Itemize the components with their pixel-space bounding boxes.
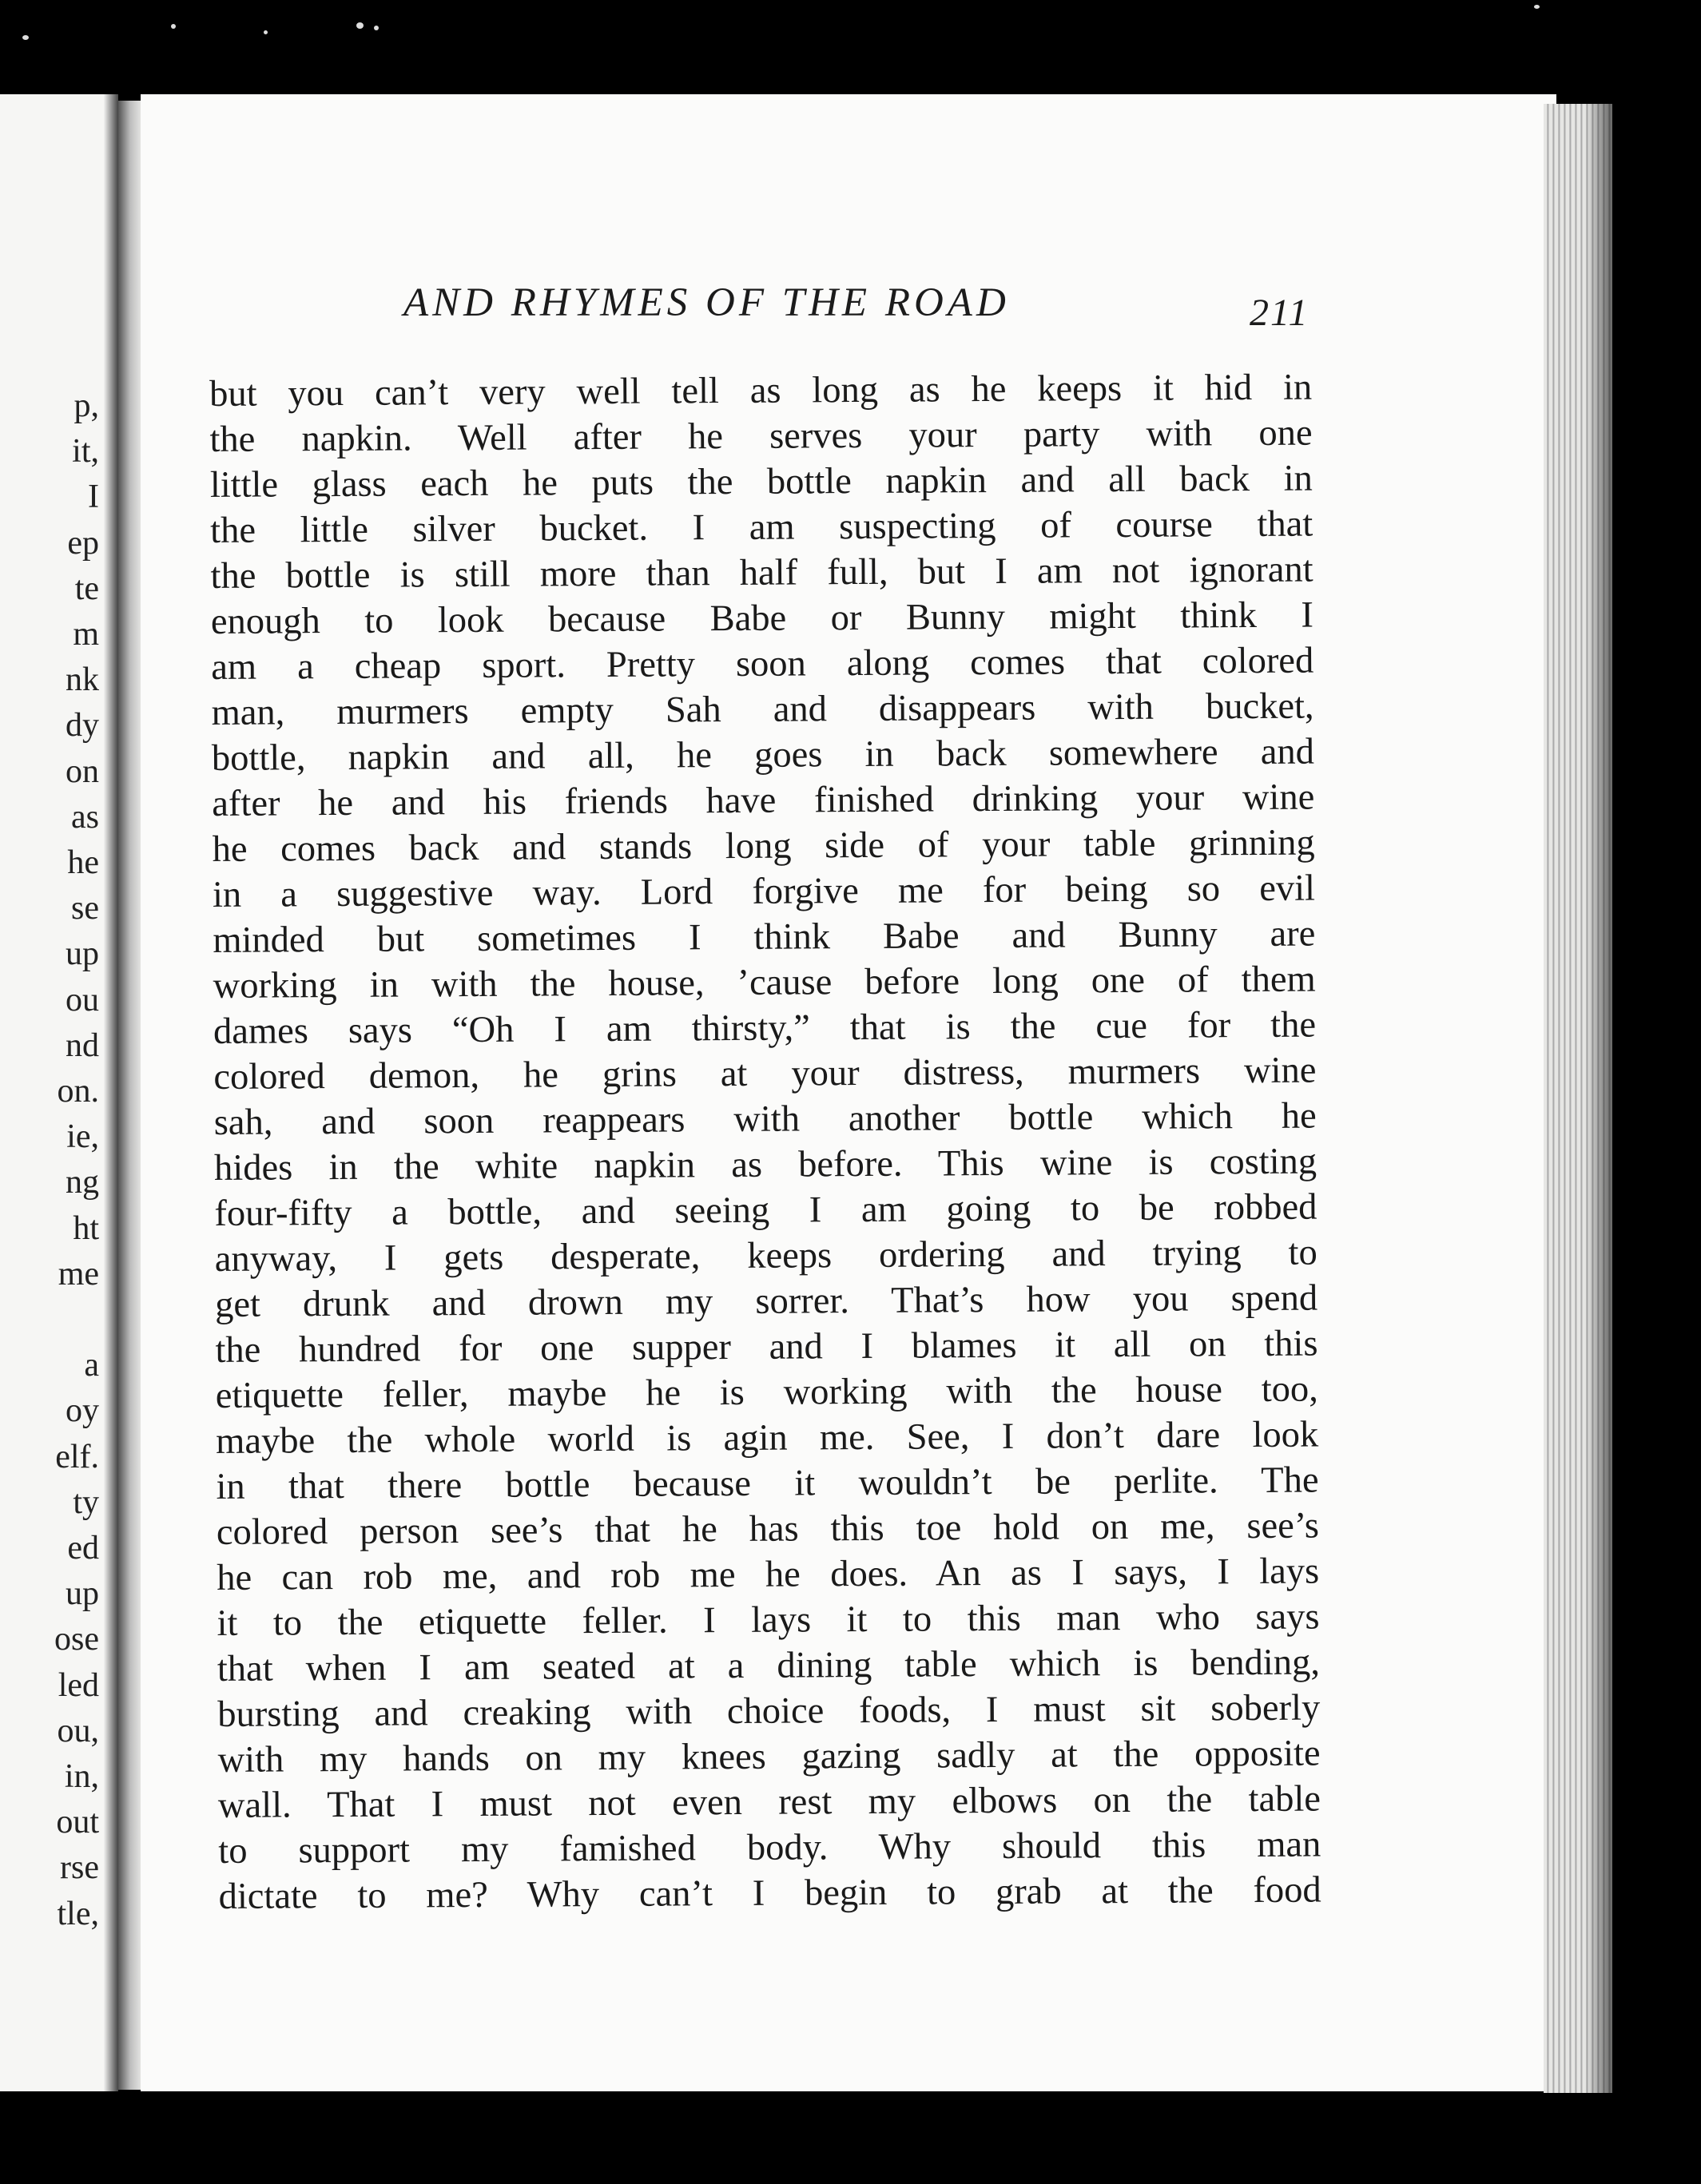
- left-page-fragment: rse: [60, 1849, 99, 1887]
- page-number: 211: [1250, 292, 1310, 334]
- left-page-fragment: m: [73, 616, 99, 653]
- body-line: little glass each he puts the bottle napkin and all back in: [209, 458, 1314, 506]
- left-page-fragment: on: [66, 752, 99, 790]
- body-line: after he and his friends have finished drinking your wine: [212, 776, 1315, 824]
- running-head-title: AND RHYMES OF THE ROAD: [403, 280, 1010, 325]
- body-line: the hundred for one supper and I blames it all on this: [215, 1323, 1318, 1371]
- left-page-fragment: as: [71, 798, 99, 836]
- body-line: the bottle is still more than half full, but I am not ignorant: [210, 549, 1314, 597]
- left-page-fragment: elf.: [55, 1438, 99, 1475]
- body-line: the napkin. Well after he serves your party with one: [209, 412, 1313, 460]
- body-line: the little silver bucket. I am suspecting of course that: [210, 503, 1314, 551]
- left-page-fragment: I: [88, 478, 99, 516]
- page-edges: [1544, 104, 1612, 2093]
- left-page-fragment: nd: [66, 1026, 99, 1064]
- left-page-fragment: ose: [54, 1621, 99, 1658]
- body-line: colored demon, he grins at your distress, murmers wine: [213, 1050, 1317, 1098]
- left-page-fragment: a: [84, 1347, 99, 1384]
- left-page-fragment: ep: [67, 524, 99, 562]
- left-page-fragment: ou,: [57, 1712, 99, 1749]
- left-page-fragment: me: [58, 1255, 99, 1293]
- body-line: with my hands on my knees gazing sadly at the opposite: [217, 1733, 1321, 1781]
- body-line: bursting and creaking with choice foods, I must sit soberly: [217, 1687, 1321, 1735]
- body-line: sah, and soon reappears with another bottle which he: [213, 1095, 1317, 1143]
- left-page-fragment: ht: [73, 1209, 99, 1247]
- body-line: in a suggestive way. Lord forgive me for being so evil: [212, 868, 1316, 915]
- body-line: he can rob me, and rob me he does. An as I says, I lays: [217, 1551, 1320, 1598]
- scan-specks: [0, 0, 1701, 88]
- left-page-fragment: up: [66, 935, 99, 973]
- body-line: wall. That I must not even rest my elbows on the table: [217, 1778, 1321, 1826]
- body-line: dames says “Oh I am thirsty,” that is the cue for the: [213, 1004, 1317, 1052]
- body-line: dictate to me? Why can’t I begin to grab at the food: [218, 1869, 1321, 1917]
- body-text: [209, 365, 1321, 1920]
- left-page-fragment: on.: [57, 1073, 99, 1110]
- left-page-fragment: te: [74, 570, 99, 607]
- left-facing-page: [0, 94, 118, 2091]
- body-line: get drunk and drown my sorrer. That’s how you spend: [214, 1277, 1318, 1325]
- left-page-fragment: led: [58, 1666, 99, 1704]
- left-page-fragment: it,: [72, 433, 99, 471]
- left-page-fragment: up: [66, 1575, 99, 1613]
- body-line: anyway, I gets desperate, keeps ordering and trying to: [214, 1232, 1317, 1280]
- left-page-fragment: out: [56, 1804, 99, 1841]
- left-page-fragment: he: [67, 844, 99, 881]
- body-line: in that there bottle because it wouldn’t be perlite. The: [216, 1459, 1319, 1507]
- left-page-fragment: se: [71, 890, 99, 927]
- body-line: that when I am seated at a dining table which is bending,: [217, 1642, 1321, 1690]
- body-line: etiquette feller, maybe he is working with the house too,: [215, 1368, 1318, 1416]
- body-line: working in with the house, ’cause before long one of them: [213, 959, 1316, 1007]
- left-page-fragment: in,: [64, 1758, 99, 1795]
- body-line: hides in the white napkin as before. This wine is costing: [213, 1141, 1317, 1189]
- left-page-fragment: dy: [66, 707, 99, 745]
- body-line: four-fifty a bottle, and seeing I am going to be robbed: [214, 1186, 1317, 1234]
- left-page-fragment: tle,: [57, 1895, 99, 1932]
- left-page-fragment: p,: [74, 387, 99, 424]
- left-page-fragment: ng: [66, 1164, 99, 1201]
- left-page-fragment: ty: [73, 1483, 99, 1521]
- body-line: he comes back and stands long side of your table grinning: [212, 822, 1315, 870]
- left-page-fragment: oy: [66, 1392, 99, 1430]
- body-line: it to the etiquette feller. I lays it to this man who says: [217, 1596, 1320, 1644]
- left-page-fragment: ie,: [66, 1118, 99, 1156]
- body-line: minded but sometimes I think Babe and Bunny are: [213, 913, 1316, 961]
- left-page-fragment: ed: [67, 1530, 99, 1567]
- left-page-fragment: nk: [66, 661, 99, 699]
- body-line: maybe the whole world is agin me. See, I don’t dare look: [216, 1414, 1319, 1462]
- body-line: but you can’t very well tell as long as he keeps it hid in: [209, 367, 1313, 415]
- body-line: am a cheap sport. Pretty soon along comes that colored: [211, 640, 1314, 688]
- left-page-gutter-shadow: [104, 94, 118, 2091]
- body-line: colored person see’s that he has this toe hold on me, see’s: [216, 1505, 1320, 1553]
- book-spine-shadow: [118, 101, 142, 2090]
- left-page-fragment: ou: [66, 981, 99, 1019]
- body-line: to support my famished body. Why should this man: [218, 1824, 1321, 1872]
- body-line: man, murmers empty Sah and disappears with bucket,: [211, 685, 1314, 733]
- body-line: bottle, napkin and all, he goes in back somewhere and: [211, 731, 1315, 779]
- body-line: enough to look because Babe or Bunny might think I: [210, 594, 1314, 642]
